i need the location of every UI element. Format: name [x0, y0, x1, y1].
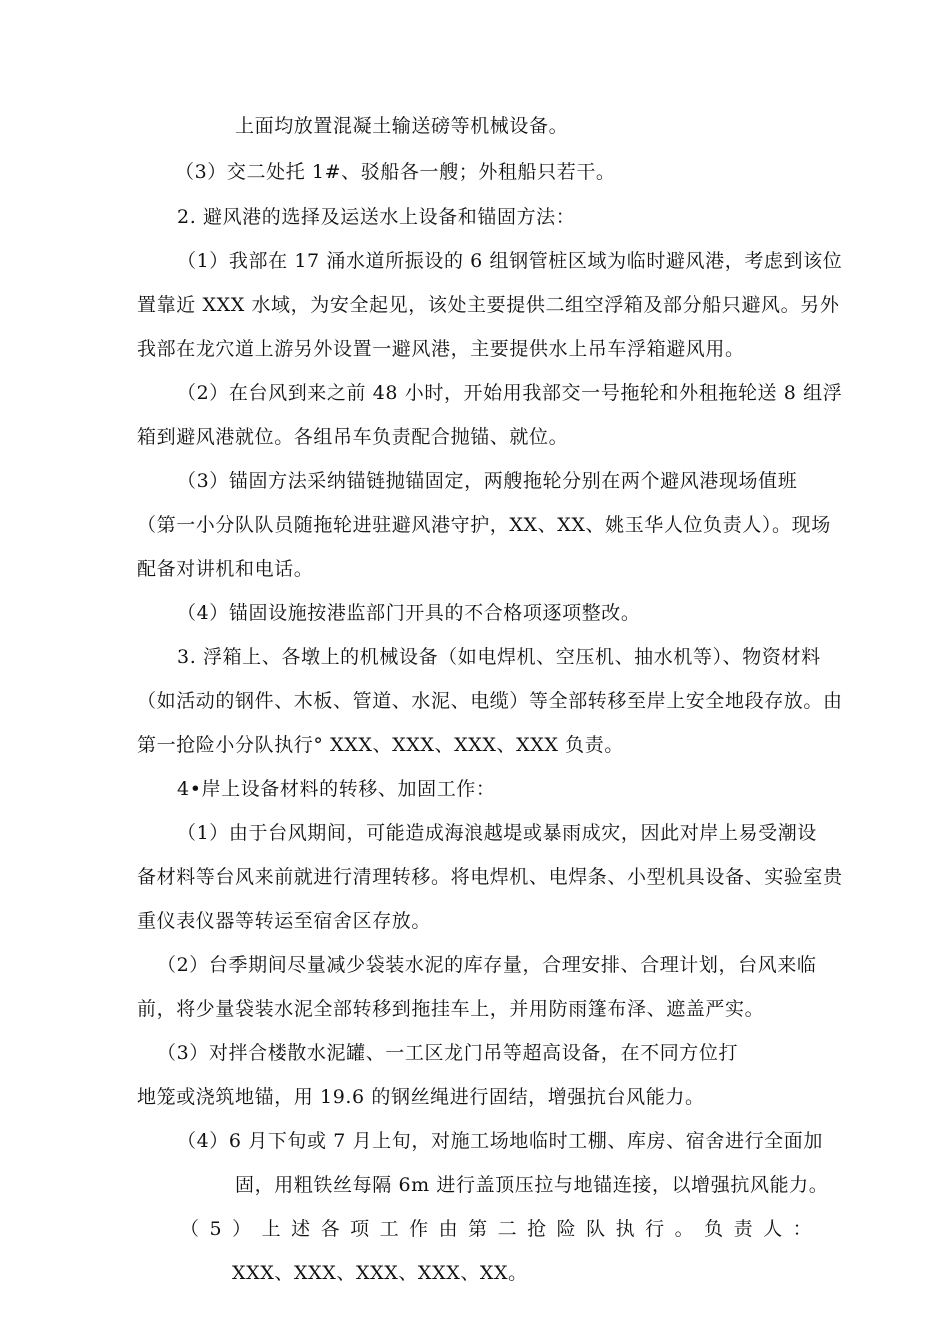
- paragraph-line: 上面均放置混凝土输送磅等机械设备。: [235, 115, 569, 137]
- paragraph-line: （如活动的钢件、木板、管道、水泥、电缆）等全部转移至岸上安全地段存放。由: [137, 690, 843, 712]
- section-heading: 2. 避风港的选择及运送水上设备和锚固方法：: [177, 206, 576, 228]
- paragraph-line: （1）我部在 17 涌水道所振设的 6 组钢管桩区域为临时避风港，考虑到该位: [177, 250, 843, 272]
- paragraph-line: （4）锚固设施按港监部门开具的不合格项逐项整改。: [177, 602, 641, 624]
- paragraph-line: 置靠近 XXX 水域，为安全起见，该处主要提供二组空浮箱及部分船只避风。另外: [137, 294, 840, 316]
- paragraph-line: 箱到避风港就位。各组吊车负责配合抛锚、就位。: [137, 426, 569, 448]
- paragraph-line: 备材料等台风来前就进行清理转移。将电焊机、电焊条、小型机具设备、实验室贵: [137, 866, 843, 888]
- section-heading: 3. 浮箱上、各墩上的机械设备（如电焊机、空压机、抽水机等）、物资材料: [177, 646, 821, 668]
- paragraph-line: （3）锚固方法采纳锚链抛锚固定，两艘拖轮分别在两个避风港现场值班: [177, 470, 798, 492]
- paragraph-line: 固，用粗铁丝每隔 6m 进行盖顶压拉与地锚连接，以增强抗风能力。: [235, 1174, 829, 1196]
- paragraph-line: 第一抢险小分队执行° XXX、XXX、XXX、XXX 负责。: [137, 734, 624, 756]
- paragraph-line: XXX、XXX、XXX、XXX、XX。: [232, 1262, 528, 1284]
- paragraph-line: （2）在台风到来之前 48 小时，开始用我部交一号拖轮和外租拖轮送 8 组浮: [177, 382, 843, 404]
- paragraph-line: （3）交二处托 1#、驳船各一艘；外租船只若干。: [175, 161, 616, 183]
- paragraph-line: （1）由于台风期间，可能造成海浪越堤或暴雨成灾，因此对岸上易受潮设: [177, 822, 817, 844]
- paragraph-line: （4）6 月下旬或 7 月上旬，对施工场地临时工棚、库房、宿舍进行全面加: [177, 1130, 823, 1152]
- paragraph-line-spread: （5）上述各项工作由第二抢险队执行。负责人：: [180, 1218, 823, 1240]
- paragraph-line: （第一小分队队员随拖轮进驻避风港守护，XX、XX、姚玉华人位负责人）。现场: [137, 514, 831, 536]
- paragraph-line: （2）台季期间尽量减少袋装水泥的库存量，合理安排、合理计划，台风来临: [157, 954, 817, 976]
- paragraph-line: 地笼或浇筑地锚，用 19.6 的钢丝绳进行固结，增强抗台风能力。: [137, 1086, 705, 1108]
- paragraph-line: 配备对讲机和电话。: [137, 558, 314, 580]
- paragraph-line: 前，将少量袋装水泥全部转移到拖挂车上，并用防雨篷布泽、遮盖严实。: [137, 998, 765, 1020]
- paragraph-line: 重仪表仪器等转运至宿舍区存放。: [137, 910, 432, 932]
- paragraph-line: （3）对拌合楼散水泥罐、一工区龙门吊等超高设备，在不同方位打: [157, 1042, 739, 1064]
- section-heading: 4•岸上设备材料的转移、加固工作：: [177, 778, 496, 800]
- paragraph-line: 我部在龙穴道上游另外设置一避风港，主要提供水上吊车浮箱避风用。: [137, 338, 745, 360]
